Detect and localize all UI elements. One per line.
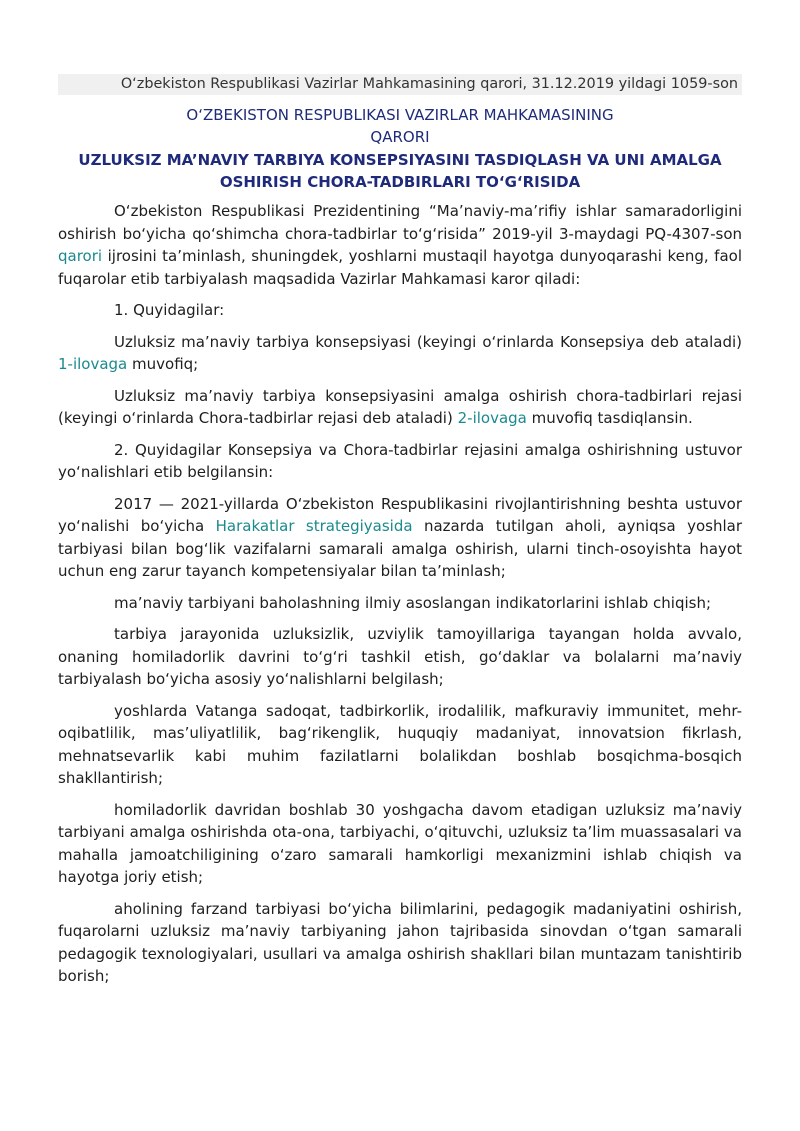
paragraph-cooperation: homiladorlik davridan boshlab 30 yoshgacha davom etadigan uzluksiz ma’naviy tarbiyani amalga oshirishda ota-ona, tarbiyachi, o‘qituvchi, uzluksiz ta’lim muassasalari va mahalla jamoatchiligining o‘zaro samarali hamkorligi mexanizmini ishlab chiqish va hayotga joriy etish;: [58, 800, 742, 886]
paragraph-strategy: 2017 — 2021-yillarda O‘zbekiston Respublikasini rivojlantirishning beshta ustuvor yo‘nalishi bo‘yicha Harakatlar strategiyasida nazarda tutilgan aholi, ayniqsa yoshlar tarbiyasi bilan bog‘lik vazifalarni samarali amalga oshirish, ularni tinch-osoyishta hayot uchun eng zarur tayanch kompetensiyalar bilan ta’minlash;: [58, 494, 742, 580]
paragraph-action-plan: Uzluksiz ma’naviy tarbiya konsepsiyasini amalga oshirish chora-tadbirlari rejasi (keyingi o‘rinlarda Chora-tadbirlar rejasi deb ataladi) 2-ilovaga muvofiq tasdiqlansin.: [58, 386, 742, 427]
strategy-link[interactable]: Harakatlar strategiyasida: [215, 517, 413, 535]
paragraph-pedagogy: aholining farzand tarbiyasi bo‘yicha bilimlarini, pedagogik madaniyatini oshirish, fuqarolarni uzluksiz ma’naviy tarbiyaning jahon tajribasida sinovdan o‘tgan samarali pedagogik texnologiyalari, usullari va amalga oshirish shakllari bilan muntazam tanishtirib borish;: [58, 899, 742, 985]
item-1-heading: 1. Quyidagilar:: [114, 301, 225, 319]
preamble-paragraph: O‘zbekiston Respublikasi Prezidentining “Ma’naviy-ma’rifiy ishlar samaradorligini oshirish bo‘yicha qo‘shimcha chora-tadbirlar to‘g‘risida” 2019-yil 3-maydagi PQ-4307-son qarori ijrosini ta’minlash, shuningdek, yoshlarni mustaqil hayotga dunyoqarashi keng, faol fuqarolar etib tarbiyalash maqsadida Vazirlar Mahkamasi karor qiladi:: [58, 202, 742, 288]
paragraph-qualities: yoshlarda Vatanga sadoqat, tadbirkorlik, irodalilik, mafkuraviy immunitet, mehr-oqibatlilik, mas’uliyatlilik, bag‘rikenglik, huquqiy madaniyat, innovatsion fikrlash, mehnatsevarlik kabi muhim fazilatlarni bolalikdan boshlab bosqichma-bosqich shakllantirish;: [58, 701, 742, 787]
document-meta-line: O‘zbekiston Respublikasi Vazirlar Mahkamasining qarori, 31.12.2019 yildagi 1059-son: [58, 74, 742, 95]
paragraph-concept: Uzluksiz ma’naviy tarbiya konsepsiyasi (keyingi o‘rinlarda Konsepsiya deb ataladi) 1-ilovaga muvofiq;: [58, 332, 742, 373]
document-type: QARORI: [370, 128, 430, 146]
appendix-1-link[interactable]: 1-ilovaga: [58, 355, 128, 373]
document-title: UZLUKSIZ MA’NAVIY TARBIYA KONSEPSIYASINI TASDIQLASH VA UNI AMALGA OSHIRISH CHORA-TADBIRLARI TO‘G‘RISIDA: [78, 151, 722, 191]
document-page: [58, 74, 742, 988]
decree-link[interactable]: qarori: [58, 247, 103, 265]
item-2-heading: 2. Quyidagilar Konsepsiya va Chora-tadbirlar rejasini amalga oshirishning ustuvor yo‘nalishlari etib belgilansin:: [58, 440, 742, 481]
paragraph-continuity: tarbiya jarayonida uzluksizlik, uzviylik tamoyillariga tayangan holda avvalo, onaning homiladorlik davrini to‘g‘ri tashkil etish, go‘daklar va bolalarni ma’naviy tarbiyalash bo‘yicha asosiy yo‘nalishlarni belgilash;: [58, 625, 742, 688]
issuer-line: O‘ZBEKISTON RESPUBLIKASI VAZIRLAR MAHKAMASINING: [186, 106, 614, 124]
appendix-2-link[interactable]: 2-ilovaga: [457, 409, 527, 427]
paragraph-indicators: ma’naviy tarbiyani baholashning ilmiy asoslangan indikatorlarini ishlab chiqish;: [114, 593, 712, 612]
document-body: [58, 200, 742, 988]
